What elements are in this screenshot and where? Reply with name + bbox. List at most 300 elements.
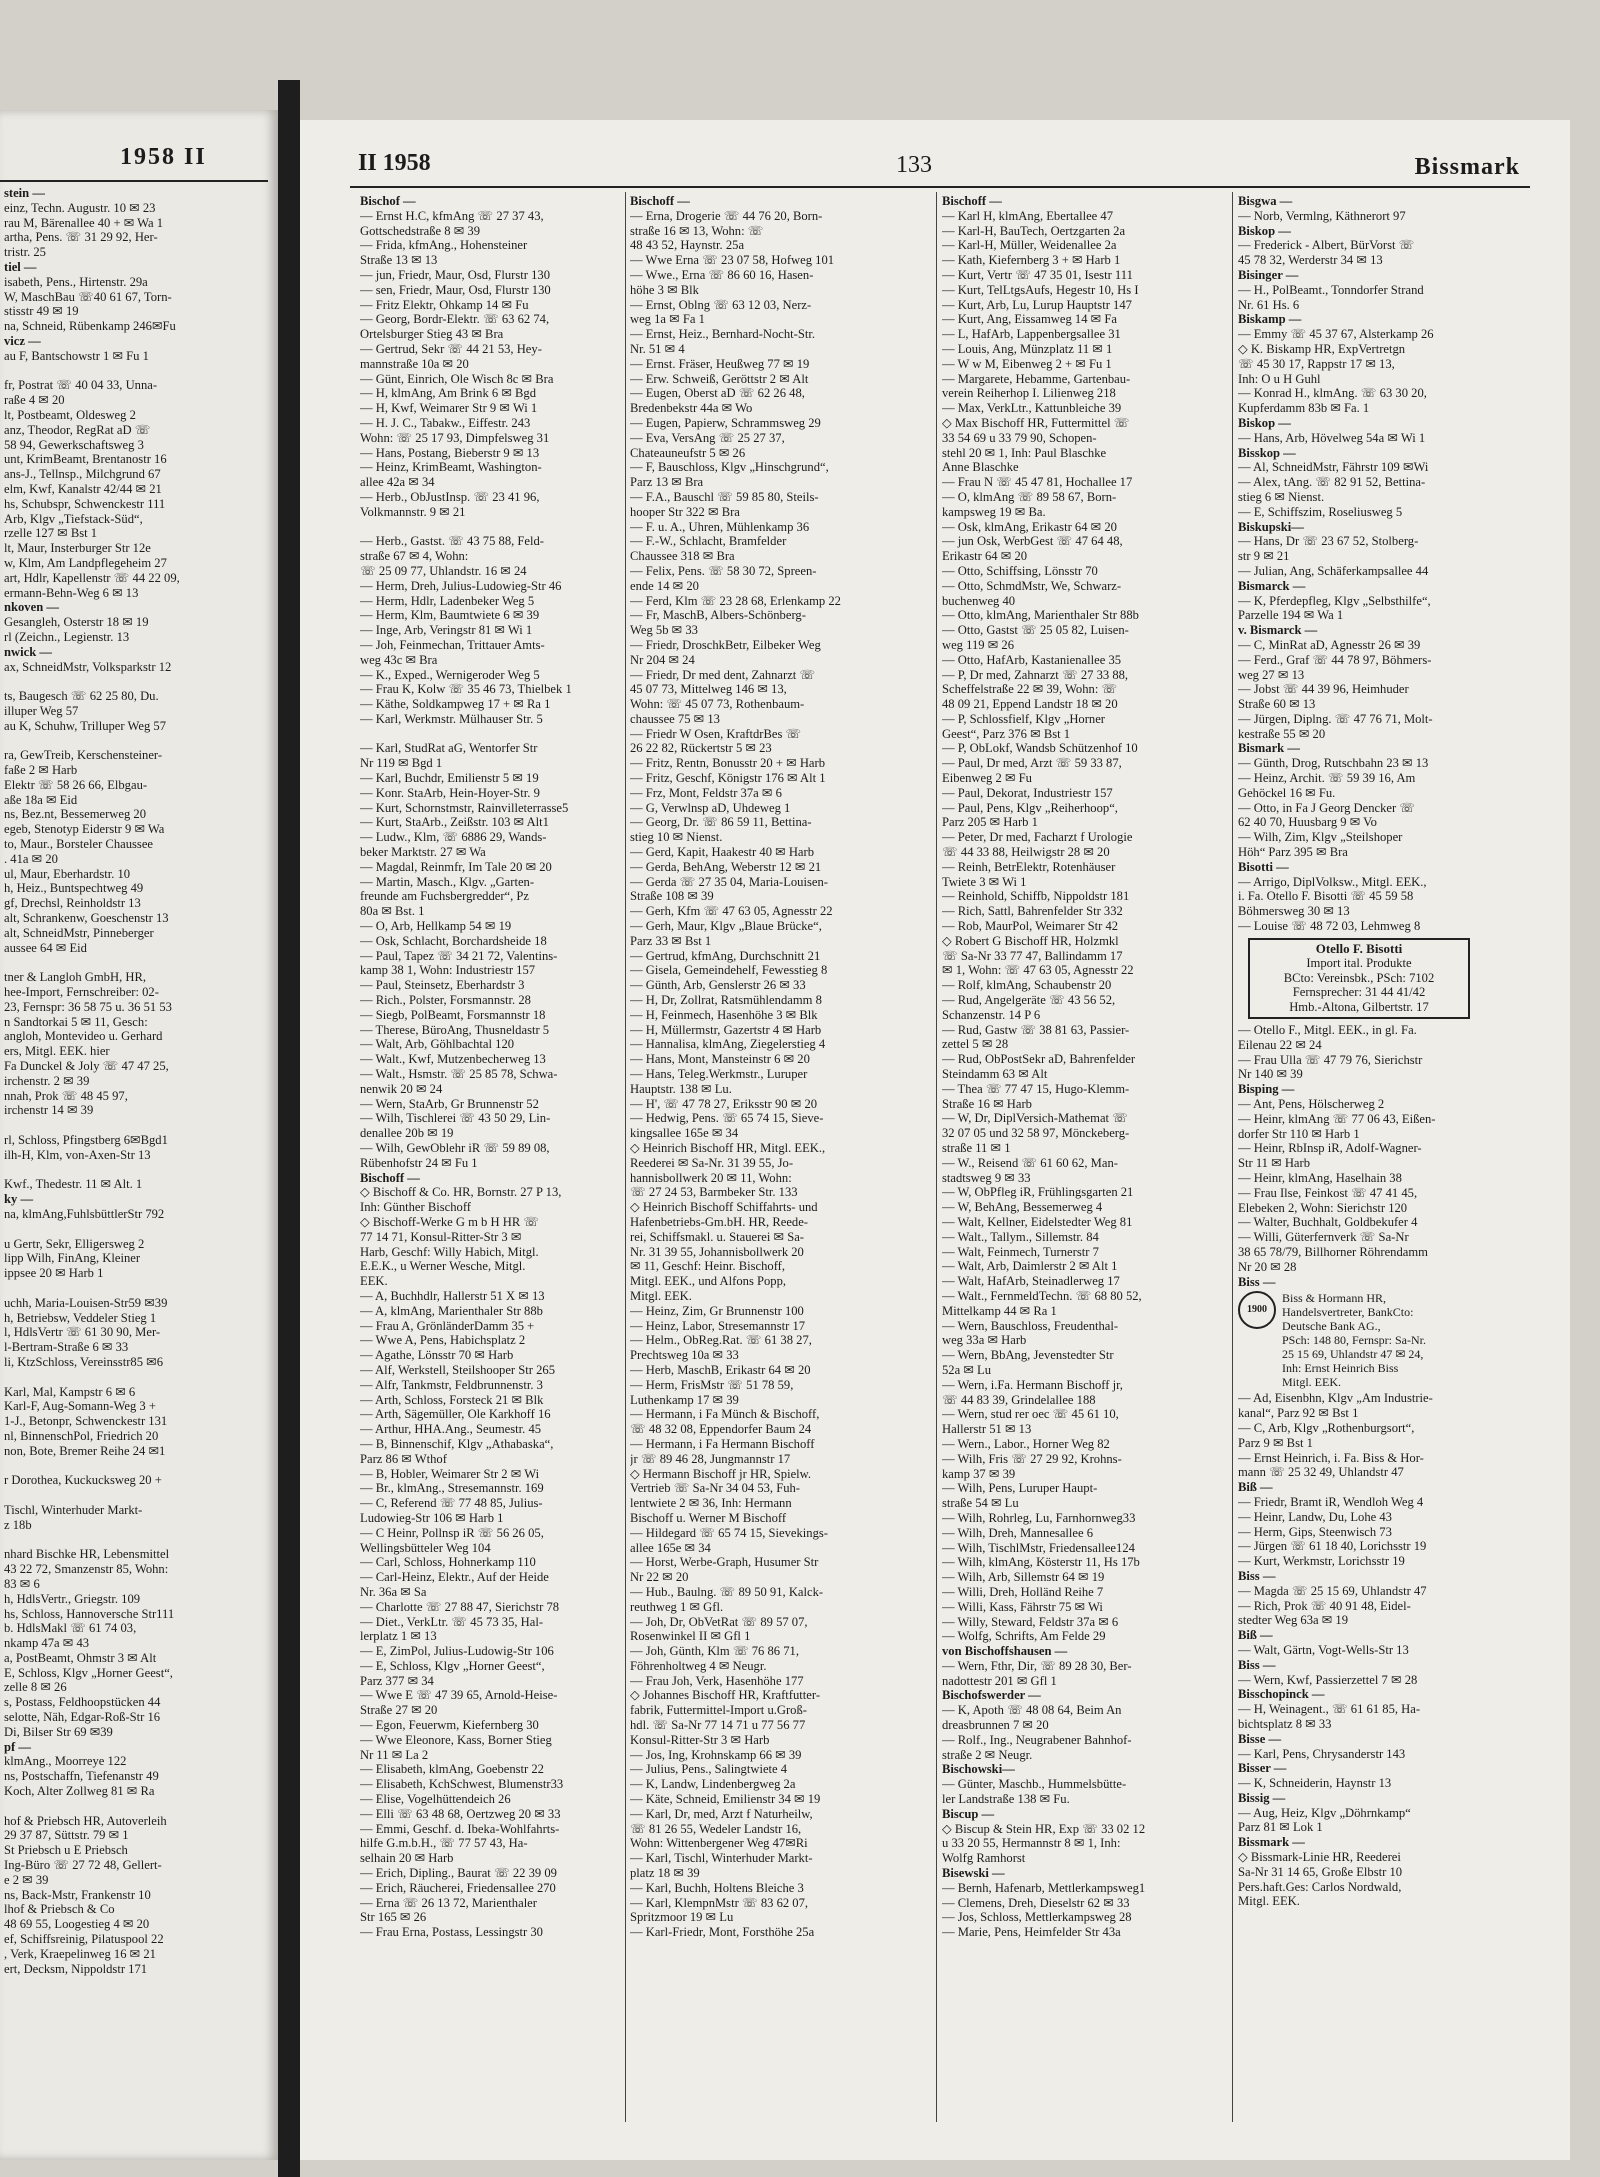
directory-entry-line: — H., PolBeamt., Tonndorfer Strand xyxy=(1238,282,1424,297)
directory-entry-line: — Kurt, Schornstmstr, Rainvilleterrasse5 xyxy=(360,800,569,815)
directory-entry-line: — Paul, Steinsetz, Eberhardstr 3 xyxy=(360,978,525,993)
directory-entry-line: — Heinz, KrimBeamt, Washington- xyxy=(360,460,542,475)
directory-entry-line: s, Postass, Feldhoopstücken 44 xyxy=(4,1695,161,1710)
directory-entry-line: — Eugen, Papierw, Schrammsweg 29 xyxy=(630,415,821,430)
directory-entry-line: — Wern, Kwf, Passierzettel 7 ✉ 28 xyxy=(1238,1672,1418,1687)
directory-entry-line: — Walt, HafArb, Steinadlerweg 17 xyxy=(942,1274,1120,1289)
directory-entry-line: — Elise, Vogelhüttendeich 26 xyxy=(360,1792,511,1807)
directory-entry-line: nkamp 47a ✉ 43 xyxy=(4,1636,90,1651)
directory-entry-line: stehl 20 ✉ 1, Inh: Paul Blaschke xyxy=(942,445,1107,460)
directory-entry-line: hooper Str 322 ✉ Bra xyxy=(630,504,740,519)
directory-entry-line: Weg 5b ✉ 33 xyxy=(630,623,698,638)
directory-entry-line: — L, HafArb, Lappenbergsallee 31 xyxy=(942,327,1121,342)
directory-entry-line: raße 4 ✉ 20 xyxy=(4,393,65,408)
column-4-entries-mid xyxy=(1238,1023,1498,1289)
directory-entry-line: ns, Postschaffn, Tiefenanstr 49 xyxy=(4,1769,159,1784)
directory-entry-line: — Joh, Dr, ObVetRat ☏ 89 57 07, xyxy=(630,1614,808,1629)
directory-entry-line: zettel 5 ✉ 28 xyxy=(942,1037,1009,1052)
header-rule xyxy=(0,180,268,182)
directory-entry-line: — Fr, MaschB, Albers-Schönberg- xyxy=(630,608,806,623)
directory-entry-line: — A, Buchhdlr, Hallerstr 51 X ✉ 13 xyxy=(360,1288,545,1303)
directory-entry-line: Gottschedstraße 8 ✉ 39 xyxy=(360,223,481,238)
directory-entry-line: 45 07 73, Mittelweg 146 ✉ 13, xyxy=(630,682,787,697)
directory-entry-line: — Gerda ☏ 27 35 04, Maria-Louisen- xyxy=(630,874,828,889)
directory-entry-line: Parz 81 ✉ Lok 1 xyxy=(1238,1820,1323,1835)
directory-entry-line: ermann-Behn-Weg 6 ✉ 13 xyxy=(4,585,139,600)
directory-entry-line: Parz 13 ✉ Bra xyxy=(630,475,704,490)
directory-entry-line: — Wern, StaArb, Gr Brunnenstr 52 xyxy=(360,1096,539,1111)
directory-entry-line: — Wilh, GewOblehr iR ☏ 59 89 08, xyxy=(360,1141,550,1155)
directory-entry-line: beker Marktstr. 27 ✉ Wa xyxy=(360,845,486,860)
directory-entry-line: ler Landstraße 138 ✉ Fu. xyxy=(942,1792,1070,1807)
directory-entry-line: — Margarete, Hebamme, Gartenbau- xyxy=(942,371,1131,386)
directory-entry-line: — Heinr, Landw, Du, Lohe 43 xyxy=(1238,1509,1392,1524)
directory-entry-line: — Friedr, Dr med dent, Zahnarzt ☏ xyxy=(630,667,816,682)
advert-line: Deutsche Bank AG., xyxy=(1282,1319,1381,1334)
directory-entry-line: n Sandtorkai 5 ✉ 11, Gesch: xyxy=(4,1014,148,1029)
directory-column-4 xyxy=(1238,194,1498,1909)
directory-entry-line: — Norb, Vermlng, Käthnerort 97 xyxy=(1238,208,1406,223)
directory-entry-line: dreasbrunnen 7 ✉ 20 xyxy=(942,1718,1049,1733)
directory-entry-line: — Hedwig, Pens. ☏ 65 74 15, Sieve- xyxy=(630,1111,824,1126)
directory-entry-line: Rübenhofstr 24 ✉ Fu 1 xyxy=(360,1155,478,1170)
directory-entry-line: — Wwe Erna ☏ 23 07 58, Hofweg 101 xyxy=(630,253,835,268)
directory-entry-line: l, HdlsVertr ☏ 61 30 90, Mer- xyxy=(4,1325,161,1340)
directory-entry-line: — Louis, Ang, Münzplatz 11 ✉ 1 xyxy=(942,341,1113,356)
directory-entry-line: 38 65 78/79, Billhorner Röhrendamm xyxy=(1238,1244,1428,1259)
directory-entry-line: Nr 22 ✉ 20 xyxy=(630,1570,689,1585)
directory-entry-line: — Karl H, klmAng, Ebertallee 47 xyxy=(942,208,1114,223)
directory-entry-line: — Hans, Arb, Hövelweg 54a ✉ Wi 1 xyxy=(1238,430,1426,445)
directory-column-3 xyxy=(942,194,1202,1940)
directory-entry-line: — Magdal, Reinmfr, Im Tale 20 ✉ 20 xyxy=(360,859,552,874)
directory-entry-line: W, MaschBau ☏40 61 67, Torn- xyxy=(4,289,172,304)
directory-entry-line: stadtsweg 9 ✉ 33 xyxy=(942,1170,1031,1185)
directory-entry-line: u Gertr, Sekr, Elligersweg 2 xyxy=(4,1236,145,1251)
directory-entry-line: Sa-Nr 31 14 65, Große Elbstr 10 xyxy=(1238,1864,1403,1879)
directory-entry-line: — Gertrud, kfmAng, Durchschnitt 21 xyxy=(630,948,821,963)
directory-entry-line: — Herb., Gastst. ☏ 43 75 88, Feld- xyxy=(360,534,544,549)
directory-entry-line: Nr 20 ✉ 28 xyxy=(1238,1259,1297,1274)
directory-entry-line: — Wern., Labor., Horner Weg 82 xyxy=(942,1436,1110,1451)
directory-entry-line: EEK. xyxy=(360,1274,388,1289)
directory-entry-line: hdl. ☏ Sa-Nr 77 14 71 u 77 56 77 xyxy=(630,1718,806,1733)
directory-entry-line: Bischoff — xyxy=(360,1170,420,1185)
directory-entry-line: — Herm, Klm, Baumtwiete 6 ✉ 39 xyxy=(360,608,540,623)
directory-entry-line: — Wilh, Rohrleg, Lu, Farnhornweg33 xyxy=(942,1510,1136,1525)
directory-entry-line: — Otello F., Mitgl. EEK., in gl. Fa. xyxy=(1238,1023,1417,1038)
directory-entry-line: — Wern, stud rer oec ☏ 45 61 10, xyxy=(942,1407,1119,1422)
advert-lines xyxy=(1254,956,1464,1015)
directory-entry-line: Nr. 31 39 55, Johannisbollwerk 20 xyxy=(630,1244,804,1259)
directory-entry-line: Mitgl. EEK. xyxy=(630,1288,692,1303)
directory-entry-line: lhof & Priebsch & Co xyxy=(4,1902,115,1917)
directory-entry-line: ☏ 48 32 08, Eppendorfer Baum 24 xyxy=(630,1422,812,1437)
directory-entry-line: — Arth, Schloss, Forsteck 21 ✉ Blk xyxy=(360,1392,544,1407)
directory-entry-line: rzelle 127 ✉ Bst 1 xyxy=(4,526,98,541)
directory-entry-line: ◇ Heinrich Bischoff HR, Mitgl. EEK., xyxy=(630,1141,826,1155)
directory-entry-line: — Konrad H., klmAng. ☏ 63 30 20, xyxy=(1238,386,1427,401)
directory-entry-line: — Hans, Postang, Bieberstr 9 ✉ 13 xyxy=(360,445,540,460)
directory-entry-line: Bischoff — xyxy=(942,194,1002,208)
directory-entry-line: — Walt, Kellner, Eidelstedter Weg 81 xyxy=(942,1214,1133,1229)
directory-entry-line: stieg 10 ✉ Nienst. xyxy=(630,830,723,845)
directory-entry-line: — Walt., Hsmstr. ☏ 25 85 78, Schwa- xyxy=(360,1067,558,1082)
directory-entry-line: lt, Postbeamt, Oldesweg 2 xyxy=(4,407,136,422)
left-page-column xyxy=(4,186,272,1976)
directory-entry-line: — Karl-H, BauTech, Oertzgarten 2a xyxy=(942,223,1126,238)
directory-entry-line: ◇ Bischoff-Werke G m b H HR ☏ xyxy=(360,1214,540,1229)
directory-entry-line: nhard Bischke HR, Lebensmittel xyxy=(4,1547,170,1562)
directory-entry-line: to, Maur., Borsteler Chaussee xyxy=(4,837,153,852)
directory-entry-line: tiel — xyxy=(4,259,37,274)
directory-entry-line: Bisotti — xyxy=(1238,859,1289,874)
directory-entry-line: — Erich, Räucherei, Friedensallee 270 xyxy=(360,1880,556,1895)
directory-entry-line: selotte, Näh, Edgar-Roß-Str 16 xyxy=(4,1710,161,1725)
directory-entry-line: alt, SchneidMstr, Pinneberger xyxy=(4,925,154,940)
directory-entry-line: — Wern, Fthr, Dir, ☏ 89 28 30, Ber- xyxy=(942,1658,1132,1673)
directory-entry-line: a, PostBeamt, Ohmstr 3 ✉ Alt xyxy=(4,1650,157,1665)
directory-entry-line: — Bernh, Hafenarb, Mettlerkampsweg1 xyxy=(942,1880,1146,1895)
directory-entry-line: Bissig — xyxy=(1238,1790,1286,1805)
directory-entry-line: E.E.K., u Werner Wesche, Mitgl. xyxy=(360,1259,526,1274)
directory-entry-line: — Louise ☏ 48 72 03, Lehmweg 8 xyxy=(1238,919,1421,934)
directory-entry-line: Biß — xyxy=(1238,1480,1273,1495)
directory-entry-line: Ing-Büro ☏ 27 72 48, Gellert- xyxy=(4,1858,162,1873)
advert-title: Otello F. Bisotti xyxy=(1315,940,1403,956)
directory-entry-line: — Georg, Bordr-Elektr. ☏ 63 62 74, xyxy=(360,312,550,327)
directory-entry-line: — K, Apoth ☏ 48 08 64, Beim An xyxy=(942,1703,1122,1718)
directory-entry-line: freunde am Fuchsbergredder“, Pz xyxy=(360,889,530,904)
directory-entry-line: — Paul, Dr med, Arzt ☏ 59 33 87, xyxy=(942,756,1122,771)
directory-entry-line: au K, Schuhw, Trilluper Weg 57 xyxy=(4,718,167,733)
directory-entry-line: — Osk, klmAng, Erikastr 64 ✉ 20 xyxy=(942,519,1117,534)
directory-entry-line: ax, SchneidMstr, Volksparkstr 12 xyxy=(4,659,172,674)
directory-entry-line: — Hans, Teleg.Werkmstr., Luruper xyxy=(630,1067,808,1082)
directory-entry-line: — Hermann, i Fa Hermann Bischoff xyxy=(630,1436,815,1451)
directory-entry-line: verein Reiherhop I. Lilienweg 218 xyxy=(942,386,1116,401)
directory-entry-line: — Arrigo, DiplVolksw., Mitgl. EEK., xyxy=(1238,874,1427,889)
directory-entry-line: 48 09 21, Eppend Landstr 18 ✉ 20 xyxy=(942,697,1118,712)
directory-entry-line: straße 54 ✉ Lu xyxy=(942,1496,1019,1511)
directory-entry-line: — Karl, Buchdr, Emilienstr 5 ✉ 19 xyxy=(360,771,539,786)
directory-entry-line: — Wwe E ☏ 47 39 65, Arnold-Heise- xyxy=(360,1688,558,1703)
directory-entry-line: rau M, Bärenallee 40 + ✉ Wa 1 xyxy=(4,215,164,230)
directory-entry-line: — H, Weinagent., ☏ 61 61 85, Ha- xyxy=(1238,1702,1421,1717)
directory-entry-line: Wellingsbütteler Weg 104 xyxy=(360,1540,491,1555)
directory-entry-line: 52a ✉ Lu xyxy=(942,1362,992,1377)
directory-entry-line: chaussee 75 ✉ 13 xyxy=(630,711,720,726)
directory-entry-line: Bredenbekstr 44a ✉ Wo xyxy=(630,401,753,416)
directory-entry-line: Scheffelstraße 22 ✉ 39, Wohn: ☏ xyxy=(942,682,1118,697)
directory-entry-line: Chaussee 318 ✉ Bra xyxy=(630,549,735,564)
directory-entry-line: — F.-W., Schlacht, Bramfelder xyxy=(630,534,787,549)
directory-entry-line: — Heinz, Archit. ☏ 59 39 16, Am xyxy=(1238,771,1416,786)
directory-entry-line: — Wilh, Dreh, Mannesallee 6 xyxy=(942,1525,1094,1540)
directory-entry-line: kestraße 55 ✉ 20 xyxy=(1238,726,1326,741)
directory-entry-line: — Karl-Friedr, Mont, Forsthöhe 25a xyxy=(630,1925,815,1940)
directory-entry-line: — Gerh, Kfm ☏ 47 63 05, Agnesstr 22 xyxy=(630,904,833,919)
directory-entry-line: Nr 119 ✉ Bgd 1 xyxy=(360,756,443,771)
directory-entry-line: — Paul, Pens, Klgv „Reiherhoop“, xyxy=(942,800,1118,815)
directory-entry-line: Erikastr 64 ✉ 20 xyxy=(942,549,1028,564)
directory-entry-line: allee 165e ✉ 34 xyxy=(630,1540,711,1555)
directory-entry-line: tner & Langloh GmbH, HR, xyxy=(4,970,147,985)
directory-entry-line: — Otto, in Fa J Georg Dencker ☏ xyxy=(1238,800,1416,815)
directory-entry-line: — F, Bauschloss, Klgv „Hinschgrund“, xyxy=(630,460,829,475)
directory-entry-line xyxy=(4,1222,272,1237)
directory-entry-line: — Rolf., Ing., Neugrabener Bahnhof- xyxy=(942,1732,1132,1747)
directory-entry-line: — Fritz Elektr, Ohkamp 14 ✉ Fu xyxy=(360,297,529,312)
directory-entry-line: — Konr. StaArb, Hein-Hoyer-Str. 9 xyxy=(360,785,540,800)
directory-entry-line: — Frau K, Kolw ☏ 35 46 73, Thielbek 1 xyxy=(360,682,572,697)
directory-entry-line: Eilenau 22 ✉ 24 xyxy=(1238,1037,1322,1052)
directory-entry-line: — Hans, Dr ☏ 23 67 52, Stolberg- xyxy=(1238,534,1419,549)
left-page-header: 1958 II xyxy=(120,144,207,170)
directory-entry-line: — Rud, Gastw ☏ 38 81 63, Passier- xyxy=(942,1022,1130,1037)
directory-entry-line: Volkmannstr. 9 ✉ 21 xyxy=(360,504,466,519)
directory-entry-line: ende 14 ✉ 20 xyxy=(630,578,699,593)
directory-entry-line: — jun Osk, WerbGest ☏ 47 64 48, xyxy=(942,534,1123,549)
directory-entry-line: na, klmAng,FuhlsbüttlerStr 792 xyxy=(4,1206,165,1221)
advert-line: Handelsvertreter, BankCto: xyxy=(1282,1305,1414,1320)
directory-entry-line: ☏ 44 33 88, Heilwigstr 28 ✉ 20 xyxy=(942,845,1110,860)
directory-entry-line: — Wwe A, Pens, Habichsplatz 2 xyxy=(360,1333,526,1348)
directory-entry-line: — Rud, ObPostSekr aD, Bahrenfelder xyxy=(942,1052,1136,1067)
column-4-entries-bottom xyxy=(1238,1391,1498,1909)
directory-entry-line: — Reinh, BetrElektr, Rotenhäuser xyxy=(942,859,1116,874)
directory-entry-line: — Frau Ilse, Feinkost ☏ 47 41 45, xyxy=(1238,1185,1418,1200)
directory-entry-line: Biscup — xyxy=(942,1806,995,1821)
directory-entry-line: r Dorothea, Kuckucksweg 20 + xyxy=(4,1473,162,1488)
directory-entry-line: Bischofswerder — xyxy=(942,1688,1041,1703)
directory-entry-line: — Kurt, Arb, Lu, Lurup Hauptstr 147 xyxy=(942,297,1132,312)
directory-entry-line: straße 2 ✉ Neugr. xyxy=(942,1747,1033,1762)
directory-entry-line xyxy=(4,733,272,748)
directory-entry-line: — Karl, Werkmstr. Mülhauser Str. 5 xyxy=(360,711,543,726)
directory-entry-line: Straße 27 ✉ 20 xyxy=(360,1703,438,1718)
directory-entry-line: ◇ Bissmark-Linie HR, Reederei xyxy=(1238,1850,1401,1865)
directory-entry-line: Hauptstr. 138 ✉ Lu. xyxy=(630,1081,732,1096)
directory-entry-line: rl (Zeichn., Legienstr. 13 xyxy=(4,629,130,644)
directory-entry-line: — Frau Ulla ☏ 47 79 76, Sierichstr xyxy=(1238,1052,1423,1067)
directory-entry-line: — Kurt, Werkmstr, Lorichsstr 19 xyxy=(1238,1554,1405,1569)
directory-entry-line: — Joh, Feinmechan, Trittauer Amts- xyxy=(360,637,545,652)
directory-entry-line: E, Schloss, Klgv „Horner Geest“, xyxy=(4,1665,173,1680)
directory-entry-line: Parzelle 194 ✉ Wa 1 xyxy=(1238,608,1344,623)
directory-entry-line: buchenweg 40 xyxy=(942,593,1016,608)
directory-entry-line: — Hildegard ☏ 65 74 15, Sievekings- xyxy=(630,1525,828,1540)
directory-entry-line: fr, Postrat ☏ 40 04 33, Unna- xyxy=(4,378,158,393)
directory-entry-line: — Marie, Pens, Heimfelder Str 43a xyxy=(942,1925,1121,1940)
directory-entry-line: weg 119 ✉ 26 xyxy=(942,637,1014,652)
directory-entry-line: — jun, Friedr, Maur, Osd, Flurstr 130 xyxy=(360,267,550,282)
directory-entry-line: ns, Back-Mstr, Frankenstr 10 xyxy=(4,1887,151,1902)
directory-entry-line: — Aug, Heiz, Klgv „Döhrnkamp“ xyxy=(1238,1805,1411,1820)
directory-entry-line: — Elisabeth, klmAng, Goebenstr 22 xyxy=(360,1762,544,1777)
directory-entry-line: — Kurt, TelLtgsAufs, Hegestr 10, Hs I xyxy=(942,282,1139,297)
advert-line: Import ital. Produkte xyxy=(1306,955,1412,970)
directory-entry-line: Harb, Geschf: Willy Habich, Mitgl. xyxy=(360,1244,539,1259)
directory-entry-line: ert, Decksm, Nippoldstr 171 xyxy=(4,1961,148,1976)
column-divider xyxy=(1232,192,1233,2122)
directory-entry-line: ra, GewTreib, Kerschensteiner- xyxy=(4,748,163,763)
directory-entry-line: Parz 377 ✉ 34 xyxy=(360,1673,434,1688)
directory-entry-line: Karl, Mal, Kampstr 6 ✉ 6 xyxy=(4,1384,136,1399)
directory-entry-line: — Jos, Ing, Krohnskamp 66 ✉ 39 xyxy=(630,1747,802,1762)
directory-entry-line: ef, Schiffsreinig, Pilatuspool 22 xyxy=(4,1932,164,1947)
directory-entry-line: — K., Exped., Wernigeroder Weg 5 xyxy=(360,667,540,682)
header-rule xyxy=(350,186,1530,188)
directory-entry-line xyxy=(4,674,272,689)
directory-entry-line: ◇ Bischoff & Co. HR, Bornstr. 27 P 13, xyxy=(360,1185,562,1200)
directory-entry-line: kanal“, Parz 92 ✉ Bst 1 xyxy=(1238,1406,1359,1421)
directory-entry-line: — sen, Friedr, Maur, Osd, Flurstr 130 xyxy=(360,282,551,297)
directory-entry-line: ◇ Johannes Bischoff HR, Kraftfutter- xyxy=(630,1688,821,1703)
directory-entry-line: ◇ Max Bischoff HR, Futtermittel ☏ xyxy=(942,415,1130,430)
directory-entry-line: — Otto, Gastst ☏ 25 05 82, Luisen- xyxy=(942,623,1129,638)
directory-entry-line: — Frau Erna, Postass, Lessingstr 30 xyxy=(360,1925,543,1940)
directory-entry-line: — E, Schloss, Klgv „Horner Geest“, xyxy=(360,1658,545,1673)
directory-entry-line: — Karl-H, Müller, Weidenallee 2a xyxy=(942,238,1117,253)
directory-entry-line: — K, Schneiderin, Haynstr 13 xyxy=(1238,1776,1392,1791)
directory-entry-line: ☏ 45 30 17, Rappstr 17 ✉ 13, xyxy=(1238,356,1395,371)
directory-entry-line: — Diet., VerkLtr. ☏ 45 73 35, Hal- xyxy=(360,1614,544,1629)
directory-entry-line: hof & Priebsch HR, Autoverleih xyxy=(4,1813,167,1828)
directory-entry-line: Bissmark — xyxy=(1238,1835,1305,1850)
directory-entry-line: weg 33a ✉ Harb xyxy=(942,1333,1027,1348)
directory-entry-line: ☏ 81 26 55, Wedeler Landstr 16, xyxy=(630,1821,802,1836)
directory-entry-line: Ortelsburger Stieg 43 ✉ Bra xyxy=(360,327,504,342)
directory-entry-line: Biss — xyxy=(1238,1568,1276,1583)
advert-line: Hmb.-Altona, Gilbertstr. 17 xyxy=(1289,1000,1429,1015)
directory-entry-line: 1-J., Betonpr, Schwenckestr 131 xyxy=(4,1414,168,1429)
directory-entry-line: — H', ☏ 47 78 27, Eriksstr 90 ✉ 20 xyxy=(630,1096,818,1111)
directory-column-1 xyxy=(360,194,620,1940)
directory-entry-line: 48 69 55, Loogestieg 4 ✉ 20 xyxy=(4,1917,150,1932)
directory-entry-line: h, HdlsVertr., Griegstr. 109 xyxy=(4,1591,141,1606)
directory-entry-line: irchenstr 14 ✉ 39 xyxy=(4,1103,94,1118)
directory-entry-line: Biskop — xyxy=(1238,223,1291,238)
directory-entry-line: Luthenkamp 17 ✉ 39 xyxy=(630,1392,739,1407)
directory-entry-line: irchenstr. 2 ✉ 39 xyxy=(4,1073,90,1088)
directory-entry-line: — Herm, FrisMstr ☏ 51 78 59, xyxy=(630,1377,794,1392)
directory-entry-line: — H, Dr, Zollrat, Ratsmühlendamm 8 xyxy=(630,993,822,1008)
directory-entry-line: Geest“, Parz 376 ✉ Bst 1 xyxy=(942,726,1071,741)
directory-entry-line: kampsweg 19 ✉ Ba. xyxy=(942,504,1046,519)
directory-entry-line: Biskamp — xyxy=(1238,312,1302,327)
directory-entry-line: Bisewski — xyxy=(942,1866,1005,1881)
directory-entry-line: ◇ Robert G Bischoff HR, Holzmkl xyxy=(942,933,1119,948)
directory-entry-line xyxy=(360,727,620,742)
directory-entry-line: — Frau Joh, Verk, Hasenhöhe 177 xyxy=(630,1673,804,1688)
directory-entry-line: lt, Maur, Insterburger Str 12e xyxy=(4,541,151,556)
directory-entry-line: stieg 6 ✉ Nienst. xyxy=(1238,489,1325,504)
directory-entry-line: — Wilh, Zim, Klgv „Steilshoper xyxy=(1238,830,1403,845)
directory-entry-line: — Gertrud, Sekr ☏ 44 21 53, Hey- xyxy=(360,341,542,356)
directory-entry-line: . 41a ✉ 20 xyxy=(4,851,58,866)
directory-entry-line: — Kurt, Vertr ☏ 47 35 01, Isestr 111 xyxy=(942,267,1133,282)
directory-entry-line: — H, Feinmech, Hasenhöhe 3 ✉ Blk xyxy=(630,1007,818,1022)
directory-entry-line: l-Bertram-Straße 6 ✉ 33 xyxy=(4,1340,129,1355)
company-logo-seal: 1900 xyxy=(1238,1291,1276,1329)
directory-entry-line: — Rolf, klmAng, Schaubenstr 20 xyxy=(942,978,1112,993)
directory-entry-line: — Paul, Dekorat, Industriestr 157 xyxy=(942,785,1113,800)
directory-entry-line: — Heinr, klmAng, Haselhain 38 xyxy=(1238,1171,1402,1185)
directory-entry-line: Wohn: ☏ 45 07 73, Rothenbaum- xyxy=(630,697,805,712)
directory-entry-line: — Günth, Arb, Genslerstr 26 ✉ 33 xyxy=(630,978,806,993)
directory-entry-line: ul, Maur, Eberhardstr. 10 xyxy=(4,866,131,881)
directory-entry-line: lerplatz 1 ✉ 13 xyxy=(360,1629,437,1644)
directory-entry-line: — Erich, Dipling., Baurat ☏ 22 39 09 xyxy=(360,1866,557,1881)
directory-entry-line: — Wwe., Erna ☏ 86 60 16, Hasen- xyxy=(630,267,814,282)
directory-entry-line: — Erna ☏ 26 13 72, Marienthaler xyxy=(360,1895,537,1910)
directory-entry-line: — Willi, Kass, Fährstr 75 ✉ Wi xyxy=(942,1599,1103,1614)
directory-entry-line: — Rich, Sattl, Bahrenfelder Str 332 xyxy=(942,904,1123,919)
directory-entry-line: — Inge, Arb, Veringstr 81 ✉ Wi 1 xyxy=(360,623,533,638)
directory-entry-line: tristr. 25 xyxy=(4,245,46,260)
directory-entry-line: — Al, SchneidMstr, Fährstr 109 ✉Wi xyxy=(1238,460,1429,475)
directory-entry-line: — Eva, VersAng ☏ 25 27 37, xyxy=(630,430,785,445)
directory-entry-line: Eibenweg 2 ✉ Fu xyxy=(942,771,1032,786)
directory-entry-line: z 18b xyxy=(4,1517,32,1532)
directory-entry-line: — Karl, Dr, med, Arzt f Naturheilw, xyxy=(630,1806,813,1821)
directory-entry-line: — Willi, Dreh, Holländ Reihe 7 xyxy=(942,1584,1104,1599)
directory-entry-line xyxy=(4,1118,272,1133)
directory-entry-line: — Erw. Schweiß, Geröttstr 2 ✉ Alt xyxy=(630,371,809,386)
biss-hormann-entry xyxy=(1238,1291,1498,1389)
directory-entry-line: Gesangleh, Osterstr 18 ✉ 19 xyxy=(4,615,149,630)
directory-entry-line: Tischl, Winterhuder Markt- xyxy=(4,1502,143,1517)
directory-entry-line: — Max, VerkLtr., Kattunbleiche 39 xyxy=(942,401,1122,416)
directory-entry-line: 80a ✉ Bst. 1 xyxy=(360,904,425,919)
directory-entry-line: ☏ 44 83 39, Grindelallee 188 xyxy=(942,1392,1096,1407)
directory-entry-line: Parz 205 ✉ Harb 1 xyxy=(942,815,1038,830)
directory-entry-line: Straße 13 ✉ 13 xyxy=(360,253,438,268)
directory-entry-line: — Gisela, Gemeindehelf, Fewesstieg 8 xyxy=(630,963,828,978)
directory-entry-line: nl, BinnenschPol, Friedrich 20 xyxy=(4,1428,159,1443)
directory-entry-line: — Jürgen, Diplng. ☏ 47 76 71, Molt- xyxy=(1238,711,1433,726)
directory-entry-line: — Eugen, Oberst aD ☏ 62 26 48, xyxy=(630,386,805,401)
directory-entry-line: — Ant, Pens, Hölscherweg 2 xyxy=(1238,1097,1385,1112)
directory-entry-line: — Herm, Dreh, Julius-Ludowieg-Str 46 xyxy=(360,578,562,593)
directory-entry-line xyxy=(4,1799,272,1814)
directory-entry-line: Böhmersweg 30 ✉ 13 xyxy=(1238,904,1350,919)
advert-line: Fernsprecher: 31 44 41/42 xyxy=(1292,985,1426,1000)
directory-entry-line: na, Schneid, Rübenkamp 246✉Fu xyxy=(4,319,176,334)
directory-entry-line: stein — xyxy=(4,186,45,200)
directory-entry-line: — Br., klmAng., Stresemannstr. 169 xyxy=(360,1481,544,1496)
directory-entry-line: bichtsplatz 8 ✉ 33 xyxy=(1238,1716,1332,1731)
directory-entry-line: — W, BehAng, Bessemerweg 4 xyxy=(942,1200,1103,1215)
directory-entry-line: hilfe G.m.b.H., ☏ 77 57 43, Ha- xyxy=(360,1836,528,1851)
directory-entry-line: — Egon, Feuerwm, Kiefernberg 30 xyxy=(360,1718,539,1733)
directory-entry-line: — Hermann, i Fa Münch & Bischoff, xyxy=(630,1407,820,1422)
directory-entry-line: Bischof — xyxy=(360,194,416,208)
directory-entry-line: Konsul-Ritter-Str 3 ✉ Harb xyxy=(630,1732,770,1747)
directory-entry-line: Biskupski— xyxy=(1238,519,1304,534)
directory-entry-line: pf — xyxy=(4,1739,31,1754)
page-number: 133 xyxy=(896,152,932,178)
directory-entry-line: stisstr 49 ✉ 19 xyxy=(4,304,79,319)
directory-entry-line: uchh, Maria-Louisen-Str59 ✉39 xyxy=(4,1295,168,1310)
directory-entry-line: straße 11 ✉ 1 xyxy=(942,1141,1011,1155)
directory-entry-line: unt, KrimBeamt, Brentanostr 16 xyxy=(4,452,167,467)
directory-entry-line: — Frida, kfmAng., Hohensteiner xyxy=(360,238,528,253)
directory-entry-line: Inh: O u H Guhl xyxy=(1238,371,1321,386)
directory-entry-line: — Rich, Prok ☏ 40 91 48, Eidel- xyxy=(1238,1598,1411,1613)
directory-entry-line: dorfer Str 110 ✉ Harb 1 xyxy=(1238,1126,1360,1141)
